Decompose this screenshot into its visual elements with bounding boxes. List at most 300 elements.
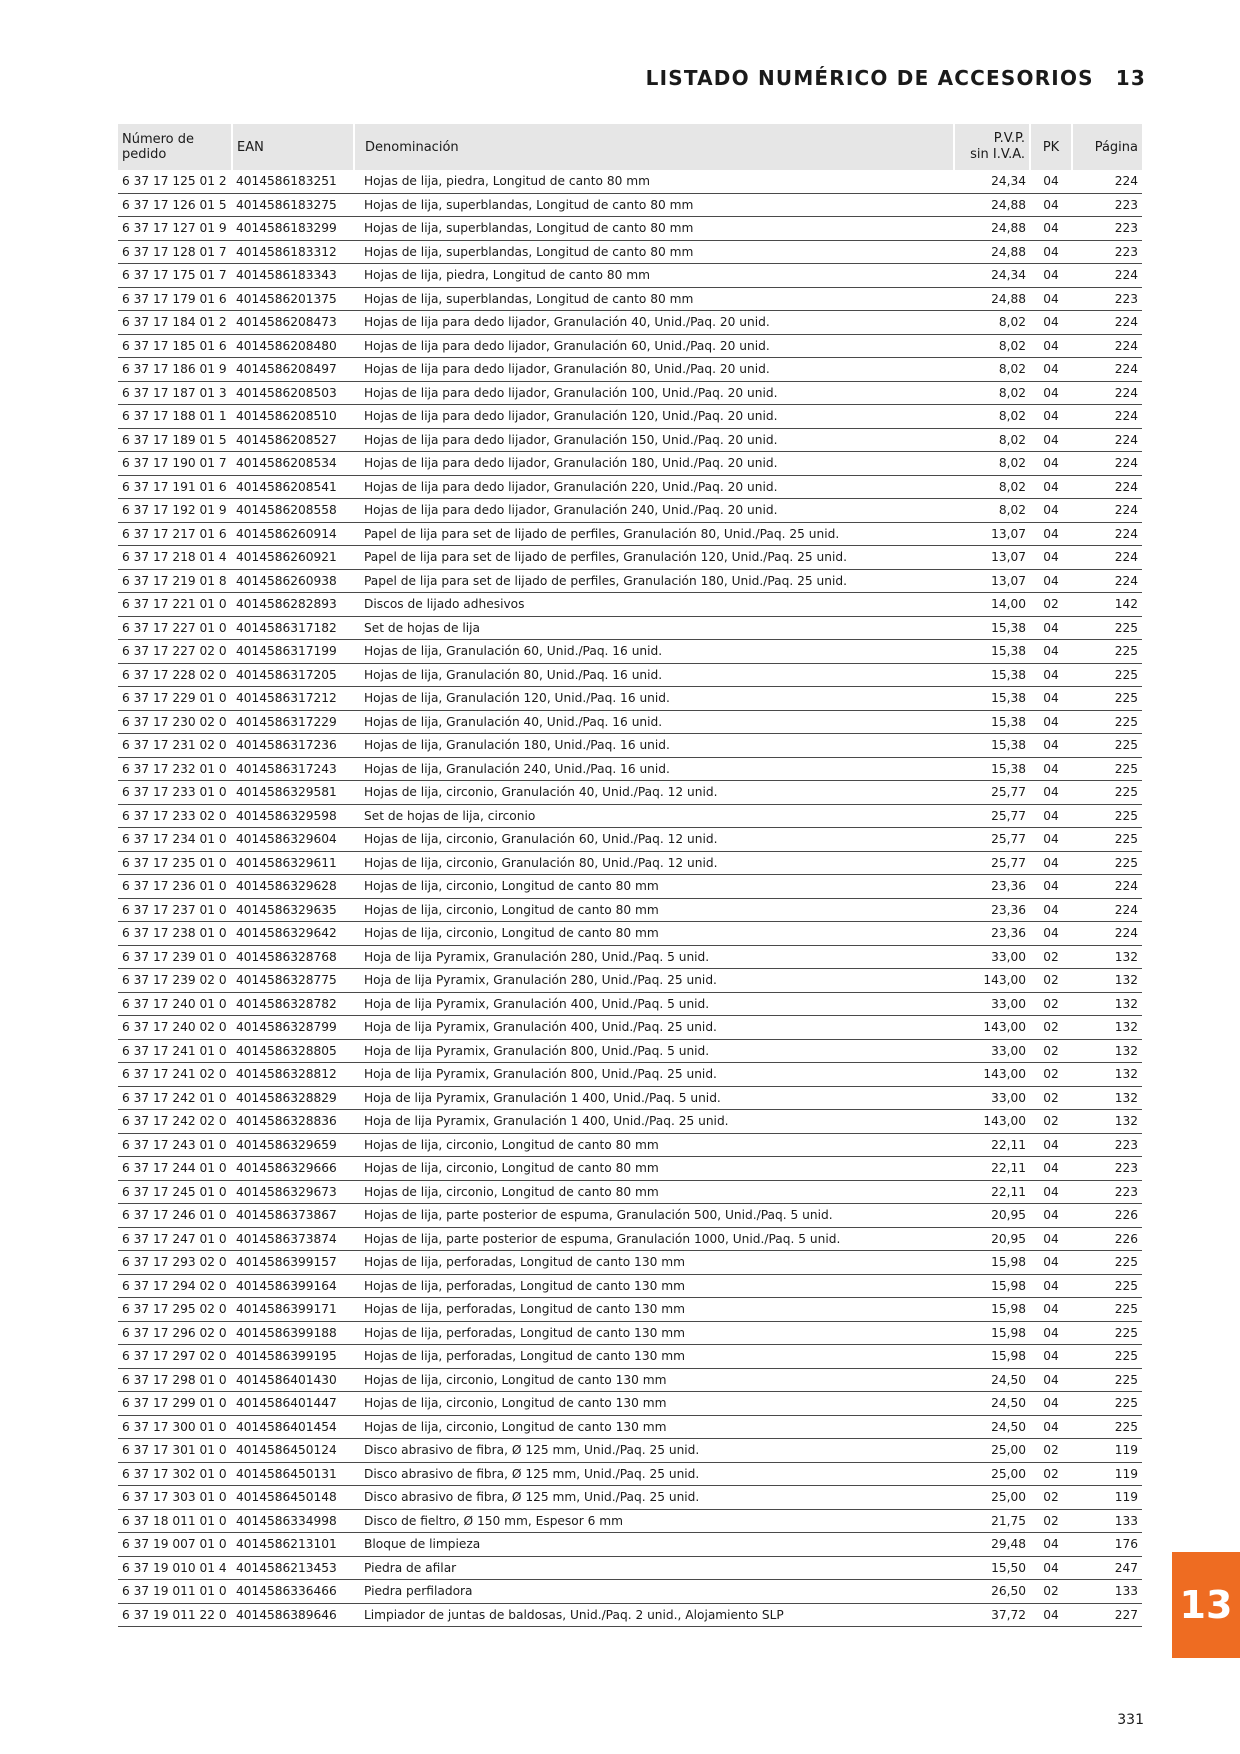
- cell-ean: 4014586399188: [232, 1321, 354, 1345]
- cell-price: 13,07: [954, 522, 1030, 546]
- cell-order-number: 6 37 19 011 01 0: [118, 1580, 232, 1604]
- cell-description: Hoja de lija Pyramix, Granulación 280, Unid./Paq. 25 unid.: [354, 969, 954, 993]
- cell-pk: 04: [1030, 640, 1072, 664]
- cell-page-ref: 224: [1072, 428, 1142, 452]
- cell-price: 20,95: [954, 1204, 1030, 1228]
- cell-price: 143,00: [954, 969, 1030, 993]
- col-header-description: Denominación: [354, 124, 954, 170]
- cell-description: Hojas de lija, Granulación 180, Unid./Paq. 16 unid.: [354, 734, 954, 758]
- cell-pk: 04: [1030, 358, 1072, 382]
- cell-ean: 4014586336466: [232, 1580, 354, 1604]
- cell-price: 24,88: [954, 287, 1030, 311]
- cell-ean: 4014586450124: [232, 1439, 354, 1463]
- cell-description: Disco abrasivo de fibra, Ø 125 mm, Unid./Paq. 25 unid.: [354, 1462, 954, 1486]
- cell-price: 15,38: [954, 710, 1030, 734]
- cell-pk: 04: [1030, 1603, 1072, 1627]
- cell-order-number: 6 37 17 302 01 0: [118, 1462, 232, 1486]
- cell-description: Bloque de limpieza: [354, 1533, 954, 1557]
- cell-pk: 04: [1030, 616, 1072, 640]
- cell-ean: 4014586213453: [232, 1556, 354, 1580]
- cell-ean: 4014586450131: [232, 1462, 354, 1486]
- cell-page-ref: 224: [1072, 499, 1142, 523]
- cell-page-ref: 224: [1072, 475, 1142, 499]
- cell-pk: 04: [1030, 1180, 1072, 1204]
- cell-ean: 4014586373874: [232, 1227, 354, 1251]
- cell-description: Hojas de lija, circonio, Longitud de canto 80 mm: [354, 922, 954, 946]
- cell-price: 8,02: [954, 452, 1030, 476]
- cell-page-ref: 224: [1072, 546, 1142, 570]
- table-row: [118, 311, 1142, 335]
- table-row: [118, 1251, 1142, 1275]
- cell-order-number: 6 37 17 127 01 9: [118, 217, 232, 241]
- cell-page-ref: 224: [1072, 311, 1142, 335]
- cell-description: Hojas de lija, perforadas, Longitud de canto 130 mm: [354, 1251, 954, 1275]
- cell-order-number: 6 37 17 243 01 0: [118, 1133, 232, 1157]
- cell-description: Disco abrasivo de fibra, Ø 125 mm, Unid./Paq. 25 unid.: [354, 1439, 954, 1463]
- cell-order-number: 6 37 17 244 01 0: [118, 1157, 232, 1181]
- table-row: [118, 851, 1142, 875]
- cell-order-number: 6 37 17 234 01 0: [118, 828, 232, 852]
- cell-description: Hojas de lija, Granulación 80, Unid./Paq. 16 unid.: [354, 663, 954, 687]
- cell-description: Hojas de lija, perforadas, Longitud de canto 130 mm: [354, 1345, 954, 1369]
- cell-pk: 02: [1030, 1110, 1072, 1134]
- table-row: [118, 1016, 1142, 1040]
- cell-pk: 04: [1030, 1157, 1072, 1181]
- cell-description: Hojas de lija, superblandas, Longitud de canto 80 mm: [354, 193, 954, 217]
- cell-order-number: 6 37 17 300 01 0: [118, 1415, 232, 1439]
- col-header-ean: EAN: [232, 124, 354, 170]
- cell-description: Hojas de lija, circonio, Longitud de canto 80 mm: [354, 898, 954, 922]
- cell-page-ref: 132: [1072, 992, 1142, 1016]
- col-header-order: Número de pedido: [118, 124, 232, 170]
- cell-order-number: 6 37 17 240 01 0: [118, 992, 232, 1016]
- cell-ean: 4014586260921: [232, 546, 354, 570]
- section-tab-label: 13: [1179, 1583, 1233, 1627]
- table-row: [118, 334, 1142, 358]
- table-row: [118, 1368, 1142, 1392]
- cell-page-ref: 223: [1072, 240, 1142, 264]
- cell-order-number: 6 37 17 192 01 9: [118, 499, 232, 523]
- cell-ean: 4014586328768: [232, 945, 354, 969]
- cell-ean: 4014586317205: [232, 663, 354, 687]
- cell-order-number: 6 37 17 232 01 0: [118, 757, 232, 781]
- table-row: [118, 616, 1142, 640]
- cell-ean: 4014586329628: [232, 875, 354, 899]
- cell-page-ref: 224: [1072, 522, 1142, 546]
- cell-price: 24,50: [954, 1415, 1030, 1439]
- table-row: [118, 1157, 1142, 1181]
- table-row: [118, 922, 1142, 946]
- cell-order-number: 6 37 18 011 01 0: [118, 1509, 232, 1533]
- cell-order-number: 6 37 17 242 02 0: [118, 1110, 232, 1134]
- cell-price: 13,07: [954, 569, 1030, 593]
- cell-description: Discos de lijado adhesivos: [354, 593, 954, 617]
- cell-description: Hoja de lija Pyramix, Granulación 800, Unid./Paq. 5 unid.: [354, 1039, 954, 1063]
- cell-order-number: 6 37 17 241 02 0: [118, 1063, 232, 1087]
- cell-pk: 02: [1030, 969, 1072, 993]
- cell-description: Hojas de lija, circonio, Longitud de canto 80 mm: [354, 1180, 954, 1204]
- cell-price: 15,98: [954, 1321, 1030, 1345]
- cell-description: Set de hojas de lija: [354, 616, 954, 640]
- cell-pk: 04: [1030, 499, 1072, 523]
- cell-page-ref: 132: [1072, 1039, 1142, 1063]
- cell-description: Hojas de lija, circonio, Granulación 60, Unid./Paq. 12 unid.: [354, 828, 954, 852]
- cell-ean: 4014586450148: [232, 1486, 354, 1510]
- table-row: [118, 687, 1142, 711]
- cell-price: 8,02: [954, 405, 1030, 429]
- cell-page-ref: 225: [1072, 804, 1142, 828]
- cell-page-ref: 224: [1072, 922, 1142, 946]
- page-title: [646, 66, 1146, 90]
- cell-ean: 4014586329642: [232, 922, 354, 946]
- table-row: [118, 1133, 1142, 1157]
- cell-pk: 04: [1030, 405, 1072, 429]
- cell-page-ref: 226: [1072, 1204, 1142, 1228]
- cell-order-number: 6 37 19 010 01 4: [118, 1556, 232, 1580]
- cell-pk: 04: [1030, 240, 1072, 264]
- cell-order-number: 6 37 17 245 01 0: [118, 1180, 232, 1204]
- cell-page-ref: 223: [1072, 1133, 1142, 1157]
- cell-pk: 02: [1030, 1039, 1072, 1063]
- cell-order-number: 6 37 17 190 01 7: [118, 452, 232, 476]
- cell-order-number: 6 37 17 231 02 0: [118, 734, 232, 758]
- cell-description: Hojas de lija para dedo lijador, Granulación 120, Unid./Paq. 20 unid.: [354, 405, 954, 429]
- cell-page-ref: 142: [1072, 593, 1142, 617]
- cell-price: 24,50: [954, 1392, 1030, 1416]
- cell-pk: 04: [1030, 475, 1072, 499]
- cell-price: 24,34: [954, 264, 1030, 288]
- cell-ean: 4014586317236: [232, 734, 354, 758]
- cell-description: Hoja de lija Pyramix, Granulación 400, Unid./Paq. 5 unid.: [354, 992, 954, 1016]
- table-row: [118, 1039, 1142, 1063]
- cell-order-number: 6 37 17 227 02 0: [118, 640, 232, 664]
- table-row: [118, 358, 1142, 382]
- cell-ean: 4014586208541: [232, 475, 354, 499]
- table-row: [118, 663, 1142, 687]
- table-row: [118, 1580, 1142, 1604]
- cell-order-number: 6 37 17 236 01 0: [118, 875, 232, 899]
- cell-price: 8,02: [954, 475, 1030, 499]
- cell-order-number: 6 37 17 184 01 2: [118, 311, 232, 335]
- cell-price: 22,11: [954, 1180, 1030, 1204]
- cell-price: 13,07: [954, 546, 1030, 570]
- cell-pk: 02: [1030, 1509, 1072, 1533]
- table-row: [118, 405, 1142, 429]
- cell-description: Piedra perfiladora: [354, 1580, 954, 1604]
- cell-order-number: 6 37 17 230 02 0: [118, 710, 232, 734]
- page-title-text: LISTADO NUMÉRICO DE ACCESORIOS: [645, 66, 1094, 90]
- cell-page-ref: 224: [1072, 264, 1142, 288]
- cell-ean: 4014586401454: [232, 1415, 354, 1439]
- cell-page-ref: 225: [1072, 781, 1142, 805]
- cell-order-number: 6 37 17 189 01 5: [118, 428, 232, 452]
- cell-pk: 04: [1030, 1368, 1072, 1392]
- table-row: [118, 1063, 1142, 1087]
- cell-order-number: 6 37 17 241 01 0: [118, 1039, 232, 1063]
- cell-ean: 4014586329611: [232, 851, 354, 875]
- cell-ean: 4014586213101: [232, 1533, 354, 1557]
- cell-price: 143,00: [954, 1110, 1030, 1134]
- cell-pk: 02: [1030, 1486, 1072, 1510]
- cell-pk: 04: [1030, 546, 1072, 570]
- cell-price: 23,36: [954, 898, 1030, 922]
- cell-description: Hojas de lija, Granulación 120, Unid./Paq. 16 unid.: [354, 687, 954, 711]
- cell-page-ref: 224: [1072, 334, 1142, 358]
- cell-pk: 04: [1030, 1415, 1072, 1439]
- cell-description: Hojas de lija para dedo lijador, Granulación 80, Unid./Paq. 20 unid.: [354, 358, 954, 382]
- cell-order-number: 6 37 17 233 01 0: [118, 781, 232, 805]
- cell-price: 33,00: [954, 945, 1030, 969]
- cell-price: 24,88: [954, 193, 1030, 217]
- cell-pk: 04: [1030, 1133, 1072, 1157]
- cell-order-number: 6 37 17 247 01 0: [118, 1227, 232, 1251]
- cell-pk: 02: [1030, 1439, 1072, 1463]
- table-row: [118, 828, 1142, 852]
- cell-pk: 04: [1030, 804, 1072, 828]
- table-body: [118, 170, 1142, 1627]
- table-row: [118, 1533, 1142, 1557]
- cell-order-number: 6 37 17 238 01 0: [118, 922, 232, 946]
- cell-order-number: 6 37 17 239 01 0: [118, 945, 232, 969]
- cell-price: 8,02: [954, 381, 1030, 405]
- col-header-page: Página: [1072, 124, 1142, 170]
- cell-pk: 04: [1030, 452, 1072, 476]
- cell-order-number: 6 37 17 233 02 0: [118, 804, 232, 828]
- cell-order-number: 6 37 17 235 01 0: [118, 851, 232, 875]
- cell-page-ref: 225: [1072, 734, 1142, 758]
- cell-description: Hojas de lija, piedra, Longitud de canto 80 mm: [354, 264, 954, 288]
- table-row: [118, 1415, 1142, 1439]
- cell-page-ref: 132: [1072, 969, 1142, 993]
- cell-description: Papel de lija para set de lijado de perfiles, Granulación 80, Unid./Paq. 25 unid.: [354, 522, 954, 546]
- cell-price: 15,98: [954, 1345, 1030, 1369]
- cell-price: 37,72: [954, 1603, 1030, 1627]
- cell-order-number: 6 37 17 299 01 0: [118, 1392, 232, 1416]
- cell-description: Hojas de lija, Granulación 240, Unid./Paq. 16 unid.: [354, 757, 954, 781]
- table-row: [118, 1204, 1142, 1228]
- cell-pk: 04: [1030, 1227, 1072, 1251]
- table-row: [118, 1086, 1142, 1110]
- cell-price: 8,02: [954, 334, 1030, 358]
- table-row: [118, 992, 1142, 1016]
- cell-page-ref: 225: [1072, 1368, 1142, 1392]
- cell-price: 15,38: [954, 687, 1030, 711]
- cell-description: Hojas de lija, perforadas, Longitud de canto 130 mm: [354, 1321, 954, 1345]
- table-row: [118, 287, 1142, 311]
- cell-ean: 4014586183343: [232, 264, 354, 288]
- cell-pk: 04: [1030, 734, 1072, 758]
- cell-price: 8,02: [954, 311, 1030, 335]
- cell-description: Hojas de lija, perforadas, Longitud de canto 130 mm: [354, 1298, 954, 1322]
- cell-description: Hojas de lija, circonio, Longitud de canto 130 mm: [354, 1368, 954, 1392]
- cell-pk: 04: [1030, 875, 1072, 899]
- cell-pk: 04: [1030, 828, 1072, 852]
- cell-pk: 04: [1030, 1204, 1072, 1228]
- cell-description: Hojas de lija, piedra, Longitud de canto 80 mm: [354, 170, 954, 193]
- cell-pk: 04: [1030, 1556, 1072, 1580]
- cell-price: 21,75: [954, 1509, 1030, 1533]
- cell-description: Hojas de lija, circonio, Granulación 40, Unid./Paq. 12 unid.: [354, 781, 954, 805]
- cell-price: 33,00: [954, 1086, 1030, 1110]
- cell-description: Hojas de lija, Granulación 60, Unid./Paq. 16 unid.: [354, 640, 954, 664]
- cell-pk: 04: [1030, 1345, 1072, 1369]
- cell-order-number: 6 37 17 242 01 0: [118, 1086, 232, 1110]
- cell-description: Hojas de lija, perforadas, Longitud de canto 130 mm: [354, 1274, 954, 1298]
- cell-page-ref: 224: [1072, 405, 1142, 429]
- cell-order-number: 6 37 17 217 01 6: [118, 522, 232, 546]
- cell-price: 24,88: [954, 240, 1030, 264]
- cell-price: 23,36: [954, 875, 1030, 899]
- cell-ean: 4014586328836: [232, 1110, 354, 1134]
- cell-price: 143,00: [954, 1063, 1030, 1087]
- cell-page-ref: 225: [1072, 1298, 1142, 1322]
- cell-description: Hoja de lija Pyramix, Granulación 1 400, Unid./Paq. 25 unid.: [354, 1110, 954, 1134]
- table-row: [118, 969, 1142, 993]
- cell-description: Hoja de lija Pyramix, Granulación 280, Unid./Paq. 5 unid.: [354, 945, 954, 969]
- cell-ean: 4014586201375: [232, 287, 354, 311]
- cell-page-ref: 225: [1072, 710, 1142, 734]
- cell-description: Hojas de lija para dedo lijador, Granulación 60, Unid./Paq. 20 unid.: [354, 334, 954, 358]
- table-row: [118, 475, 1142, 499]
- cell-ean: 4014586317182: [232, 616, 354, 640]
- cell-page-ref: 119: [1072, 1486, 1142, 1510]
- cell-price: 15,38: [954, 734, 1030, 758]
- table-row: [118, 781, 1142, 805]
- cell-price: 26,50: [954, 1580, 1030, 1604]
- cell-order-number: 6 37 17 228 02 0: [118, 663, 232, 687]
- table-row: [118, 1110, 1142, 1134]
- cell-description: Hojas de lija, circonio, Longitud de canto 80 mm: [354, 875, 954, 899]
- table-row: [118, 264, 1142, 288]
- cell-page-ref: 224: [1072, 569, 1142, 593]
- cell-price: 15,38: [954, 640, 1030, 664]
- table-row: [118, 1509, 1142, 1533]
- cell-description: Papel de lija para set de lijado de perfiles, Granulación 180, Unid./Paq. 25 unid.: [354, 569, 954, 593]
- cell-page-ref: 225: [1072, 828, 1142, 852]
- cell-page-ref: 225: [1072, 1274, 1142, 1298]
- cell-page-ref: 226: [1072, 1227, 1142, 1251]
- cell-price: 25,00: [954, 1439, 1030, 1463]
- table-row: [118, 428, 1142, 452]
- cell-price: 15,50: [954, 1556, 1030, 1580]
- section-tab: [1172, 1552, 1240, 1658]
- cell-price: 20,95: [954, 1227, 1030, 1251]
- table-row: [118, 1486, 1142, 1510]
- cell-description: Hoja de lija Pyramix, Granulación 1 400, Unid./Paq. 5 unid.: [354, 1086, 954, 1110]
- cell-ean: 4014586183275: [232, 193, 354, 217]
- cell-page-ref: 223: [1072, 1180, 1142, 1204]
- cell-price: 15,98: [954, 1298, 1030, 1322]
- cell-order-number: 6 37 17 128 01 7: [118, 240, 232, 264]
- cell-page-ref: 223: [1072, 217, 1142, 241]
- cell-order-number: 6 37 17 187 01 3: [118, 381, 232, 405]
- cell-price: 33,00: [954, 992, 1030, 1016]
- cell-order-number: 6 37 17 303 01 0: [118, 1486, 232, 1510]
- cell-ean: 4014586208558: [232, 499, 354, 523]
- cell-page-ref: 225: [1072, 1392, 1142, 1416]
- cell-order-number: 6 37 17 125 01 2: [118, 170, 232, 193]
- cell-description: Piedra de afilar: [354, 1556, 954, 1580]
- cell-description: Hoja de lija Pyramix, Granulación 400, Unid./Paq. 25 unid.: [354, 1016, 954, 1040]
- cell-price: 25,77: [954, 804, 1030, 828]
- cell-price: 24,34: [954, 170, 1030, 193]
- cell-description: Hojas de lija, circonio, Granulación 80, Unid./Paq. 12 unid.: [354, 851, 954, 875]
- cell-price: 25,77: [954, 851, 1030, 875]
- cell-price: 15,38: [954, 757, 1030, 781]
- cell-pk: 04: [1030, 1321, 1072, 1345]
- cell-ean: 4014586328805: [232, 1039, 354, 1063]
- cell-price: 15,98: [954, 1274, 1030, 1298]
- cell-page-ref: 224: [1072, 452, 1142, 476]
- cell-pk: 04: [1030, 334, 1072, 358]
- cell-pk: 04: [1030, 1251, 1072, 1275]
- cell-pk: 04: [1030, 381, 1072, 405]
- col-header-price: [954, 124, 1030, 170]
- cell-price: 8,02: [954, 499, 1030, 523]
- table-row: [118, 804, 1142, 828]
- cell-price: 33,00: [954, 1039, 1030, 1063]
- cell-description: Set de hojas de lija, circonio: [354, 804, 954, 828]
- cell-description: Hojas de lija para dedo lijador, Granulación 100, Unid./Paq. 20 unid.: [354, 381, 954, 405]
- cell-description: Limpiador de juntas de baldosas, Unid./Paq. 2 unid., Alojamiento SLP: [354, 1603, 954, 1627]
- cell-pk: 04: [1030, 264, 1072, 288]
- cell-description: Hojas de lija, superblandas, Longitud de canto 80 mm: [354, 217, 954, 241]
- table-row: [118, 546, 1142, 570]
- cell-pk: 04: [1030, 1298, 1072, 1322]
- cell-price: 25,77: [954, 781, 1030, 805]
- cell-page-ref: 225: [1072, 1345, 1142, 1369]
- cell-ean: 4014586389646: [232, 1603, 354, 1627]
- cell-pk: 04: [1030, 781, 1072, 805]
- cell-description: Hojas de lija, parte posterior de espuma, Granulación 500, Unid./Paq. 5 unid.: [354, 1204, 954, 1228]
- table-row: [118, 499, 1142, 523]
- cell-pk: 04: [1030, 1274, 1072, 1298]
- cell-page-ref: 176: [1072, 1533, 1142, 1557]
- page-number: 331: [1117, 1712, 1144, 1728]
- cell-pk: 02: [1030, 1063, 1072, 1087]
- col-header-price-line1: P.V.P.: [993, 131, 1025, 146]
- cell-description: Disco abrasivo de fibra, Ø 125 mm, Unid./Paq. 25 unid.: [354, 1486, 954, 1510]
- cell-price: 15,98: [954, 1251, 1030, 1275]
- cell-page-ref: 223: [1072, 287, 1142, 311]
- cell-ean: 4014586317243: [232, 757, 354, 781]
- cell-price: 22,11: [954, 1157, 1030, 1181]
- table-row: [118, 1274, 1142, 1298]
- cell-ean: 4014586329598: [232, 804, 354, 828]
- cell-ean: 4014586399171: [232, 1298, 354, 1322]
- table-row: [118, 875, 1142, 899]
- cell-ean: 4014586317212: [232, 687, 354, 711]
- cell-ean: 4014586208480: [232, 334, 354, 358]
- cell-price: 15,38: [954, 663, 1030, 687]
- cell-pk: 02: [1030, 1462, 1072, 1486]
- cell-order-number: 6 37 17 239 02 0: [118, 969, 232, 993]
- table-row: [118, 1392, 1142, 1416]
- cell-order-number: 6 37 19 011 22 0: [118, 1603, 232, 1627]
- cell-pk: 02: [1030, 945, 1072, 969]
- cell-ean: 4014586317199: [232, 640, 354, 664]
- cell-description: Hojas de lija, superblandas, Longitud de canto 80 mm: [354, 287, 954, 311]
- cell-ean: 4014586401447: [232, 1392, 354, 1416]
- cell-description: Hoja de lija Pyramix, Granulación 800, Unid./Paq. 25 unid.: [354, 1063, 954, 1087]
- cell-ean: 4014586399195: [232, 1345, 354, 1369]
- cell-order-number: 6 37 17 293 02 0: [118, 1251, 232, 1275]
- table-row: [118, 1345, 1142, 1369]
- cell-page-ref: 224: [1072, 358, 1142, 382]
- table-row: [118, 898, 1142, 922]
- cell-page-ref: 223: [1072, 1157, 1142, 1181]
- cell-description: Hojas de lija, Granulación 40, Unid./Paq. 16 unid.: [354, 710, 954, 734]
